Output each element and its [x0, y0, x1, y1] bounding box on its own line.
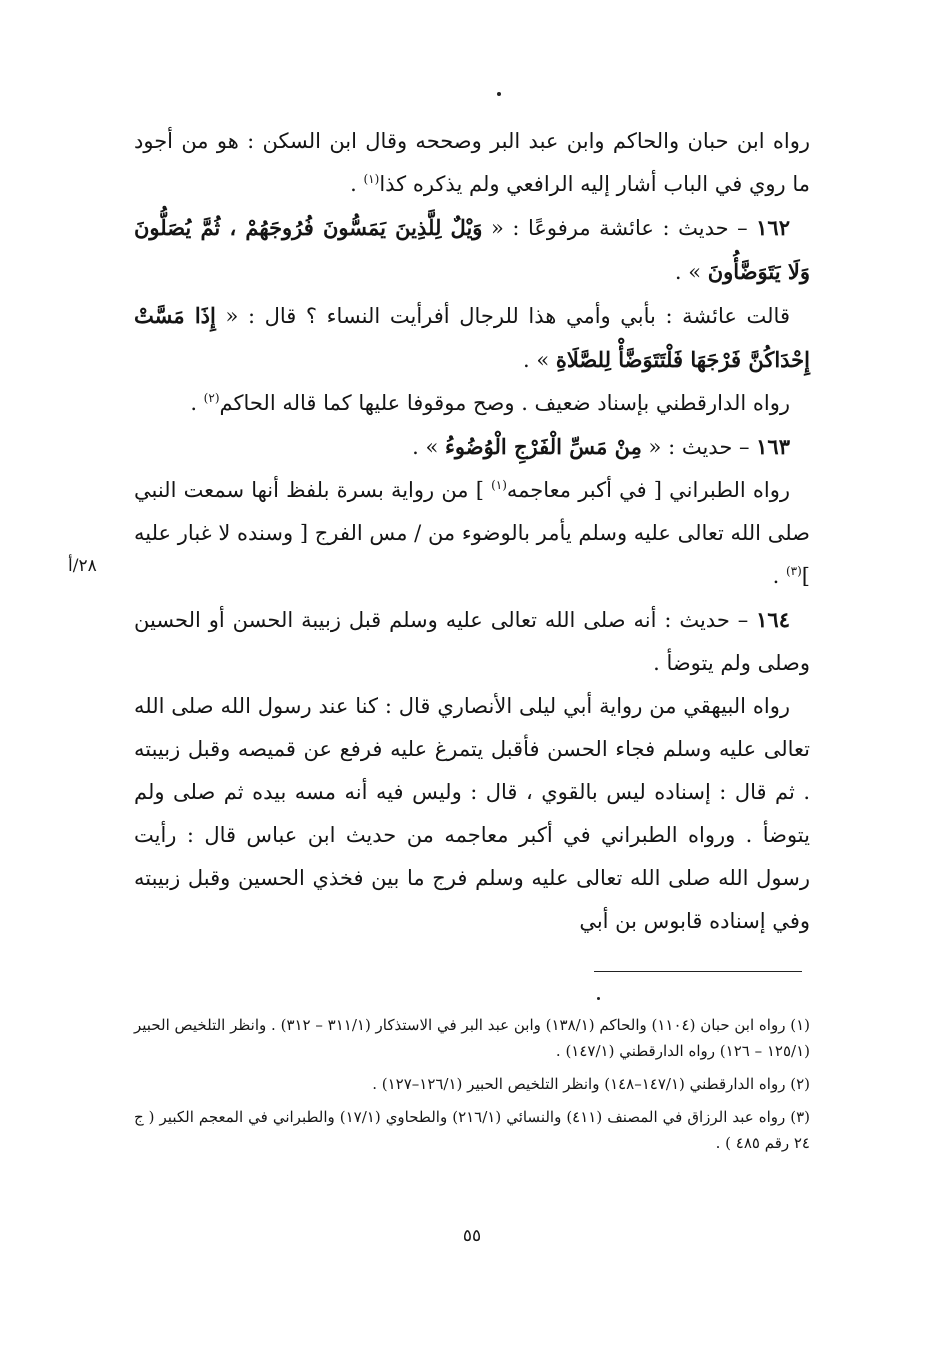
paragraph-aisha	[134, 294, 810, 382]
footnotes	[134, 1012, 810, 1163]
footnote-ref-2: (٢)	[203, 391, 220, 405]
text: .	[772, 564, 786, 588]
hadith-164	[134, 598, 810, 685]
text: – حديث : عائشة مرفوعًا : «	[482, 216, 757, 240]
footnote-3: (٣) رواه عبد الرزاق في المصنف (٤١١) والنسائي (٢١٦/١) والطحاوي (١٧/١) والطبراني في المعجم الكبير ( ج ٢٤ رقم ٤٨٥ ) .	[134, 1108, 810, 1152]
text: – حديث : أنه صلى الله تعالى عليه وسلم قبل زبيبة الحسن أو الحسين وصلى ولم يتوضأ .	[134, 608, 810, 675]
footnote-ref-3: (٣)	[785, 564, 802, 578]
hadith-number: ١٦٣	[756, 434, 790, 459]
paragraph-ibn-hibban	[134, 120, 810, 206]
main-text	[134, 120, 810, 943]
hadith-quote: وَيْلٌ لِلَّذِينَ يَمَسُّونَ فُرُوجَهُمْ ، ثُمَّ يُصَلُّونَ وَلَا يَتَوَضَّأُونَ	[134, 215, 810, 284]
footnote-1: (١) رواه ابن حبان (١١٠٤) والحاكم (١٣٨/١) وابن عبد البر في الاستذكار (٣١١/١ – ٣١٢) . وانظر التلخيص الحبير (١٢٥/١ – ١٢٦) رواه الدارقطني (١٤٧/١) .	[134, 1016, 810, 1060]
hadith-quote: إِذَا مَسَّتْ إِحْدَاكُنَّ فَرْجَهَا فَلْتَتَوَضَّأْ لِلصَّلَاةِ	[134, 303, 810, 372]
paragraph-daraqutni	[134, 382, 810, 425]
footnote-ref-1b: (١)	[491, 478, 507, 492]
text: ] من رواية بسرة بلفظ أنها سمعت النبي صلى الله تعالى عليه وسلم يأمر بالوضوء من / مس الفرج [ وسنده لا غبار عليه ]	[134, 478, 810, 588]
paragraph-tabarani	[134, 469, 810, 598]
stray-dot-footnote	[597, 997, 600, 1000]
hadith-162	[134, 206, 810, 294]
text: رواه البيهقي من رواية أبي ليلى الأنصاري قال : كنا عند رسول الله صلى الله تعالى عليه وسلم فجاء الحسن فأقبل يتمرغ عليه فرفع عن قميصه وقبل زبيبته . ثم قال : إسناده ليس بالقوي ، قال : وليس فيه أنه مسه بيده ثم صلى ولم يتوضأ . ورواه الطبراني في أكبر معاجمه من حديث ابن عباس قال : رأيت رسول الله صلى الله تعالى عليه وسلم فرج ما بين فخذي الحسين وقبل زبيبته وفي إسناده قابوس بن أبي	[134, 694, 810, 933]
page-number: ٥٥	[462, 1226, 482, 1246]
footnote-separator	[594, 971, 802, 972]
text: رواه الطبراني [ في أكبر معاجمه	[506, 478, 790, 502]
text: .	[350, 172, 364, 196]
paragraph-bayhaqi	[134, 685, 810, 943]
hadith-quote: مِنْ مَسِّ الْفَرْجِ الْوُضُوءُ	[445, 434, 642, 459]
hadith-number: ١٦٤	[756, 607, 790, 632]
text: .	[190, 391, 204, 415]
text: رواه الدارقطني بإسناد ضعيف . وصح موقوفا عليها كما قاله الحاكم	[219, 391, 790, 415]
hadith-163	[134, 425, 810, 469]
footnote-2: (٢) رواه الدارقطني (١٤٧/١–١٤٨) وانظر التلخيص الحبير (١٢٦/١–١٢٧) .	[372, 1075, 810, 1093]
text: » .	[674, 260, 708, 284]
footnote-ref-1: (١)	[363, 172, 380, 186]
stray-dot-top	[497, 92, 501, 96]
text: – حديث : «	[641, 435, 757, 459]
manuscript-folio-note: ٢٨/أ	[68, 556, 97, 576]
text: » .	[412, 435, 446, 459]
hadith-number: ١٦٢	[756, 215, 790, 240]
text: » .	[523, 348, 556, 372]
text: رواه ابن حبان والحاكم وابن عبد البر وصححه وقال ابن السكن : هو من أجود ما روي في الباب أشار إليه الرافعي ولم يذكره كذا	[134, 129, 810, 196]
text: قالت عائشة : بأبي وأمي هذا للرجال أفرأيت النساء ؟ قال : «	[215, 304, 790, 328]
